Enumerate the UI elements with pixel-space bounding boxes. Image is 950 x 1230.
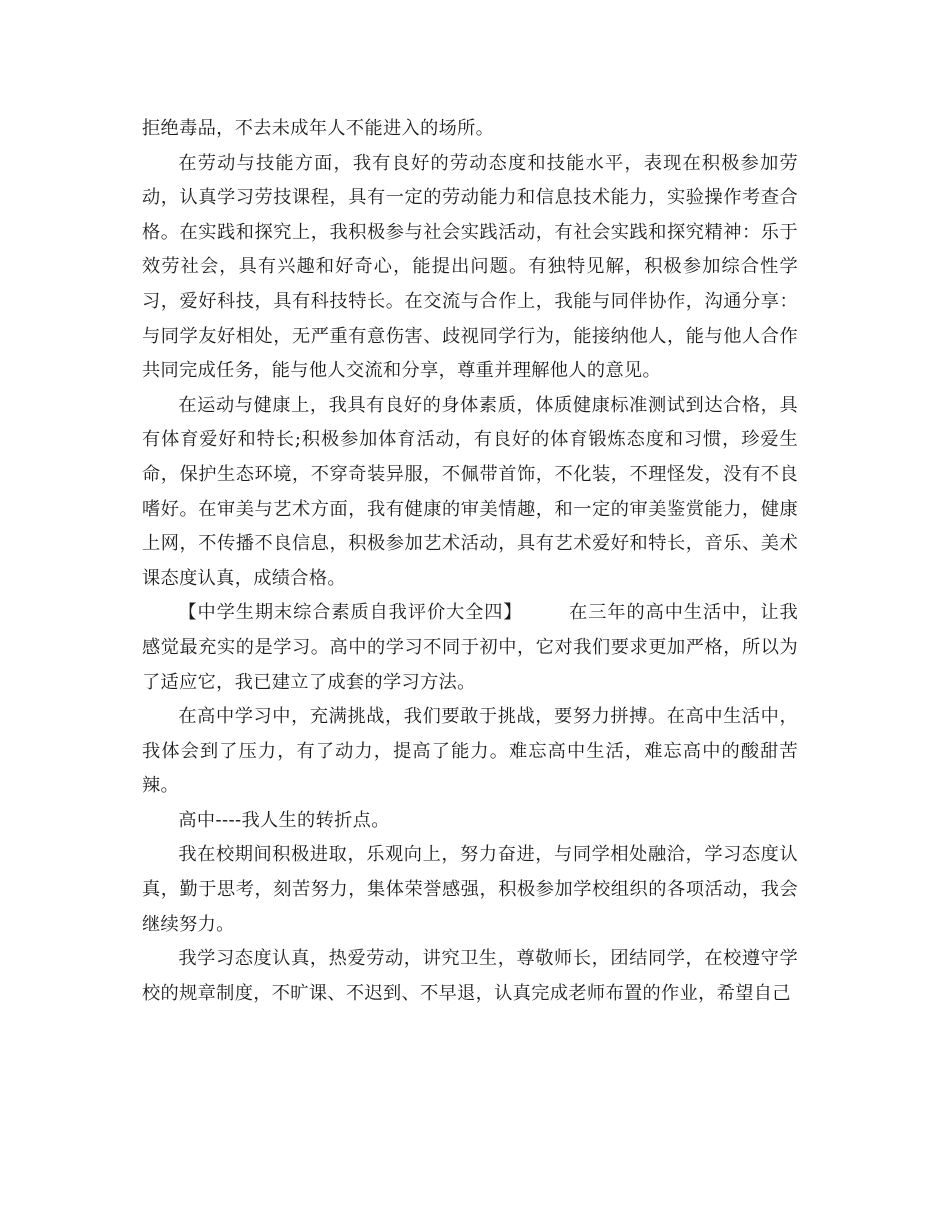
section-paragraph xyxy=(142,596,798,700)
paragraph-2: 在劳动与技能方面，我有良好的劳动态度和技能水平，表现在积极参加劳动，认真学习劳技课程，具有一定的劳动能力和信息技术能力，实验操作考查合格。在实践和探究上，我积极参与社会实践活动，有社会实践和探究精神：乐于效劳社会，具有兴趣和好奇心，能提出问题。有独特见解，积极参加综合性学习，爱好科技，具有科技特长。在交流与合作上，我能与同伴协作，沟通分享：与同学友好相处，无严重有意伤害、歧视同学行为，能接纳他人，能与他人合作共同完成任务，能与他人交流和分享，尊重并理解他人的意见。 xyxy=(142,152,798,382)
paragraph-1: 拒绝毒品，不去未成年人不能进入的场所。 xyxy=(142,118,495,139)
paragraph-6: 高中----我人生的转折点。 xyxy=(178,809,390,831)
section-lead: 在三年的高中生活中，让我感觉最充实的是学习。高中的学习不同于初中，它对我们要求更加严格，所以为了适应它，我已建立了成套的学习方法。 xyxy=(142,602,799,693)
paragraph-7: 我在校期间积极进取，乐观向上，努力奋进，与同学相处融洽，学习态度认真，勤于思考，刻苦努力，集体荣誉感强，积极参加学校组织的各项活动，我会继续努力。 xyxy=(142,844,798,935)
document-body xyxy=(142,112,798,1011)
paragraph-5: 在高中学习中，充满挑战，我们要敢于挑战，要努力拼搏。在高中生活中，我体会到了压力，有了动力，提高了能力。难忘高中生活，难忘高中的酸甜苦辣。 xyxy=(142,706,798,797)
paragraph-8: 我学习态度认真，热爱劳动，讲究卫生，尊敬师长，团结同学，在校遵守学校的规章制度，不旷课、不迟到、不早退，认真完成老师布置的作业，希望自己 xyxy=(142,948,798,1004)
section-heading: 【中学生期末综合素质自我评价大全四】 xyxy=(178,602,523,624)
paragraph-3: 在运动与健康上，我具有良好的身体素质，体质健康标准测试到达合格，具有体育爱好和特长;积极参加体育活动，有良好的体育锻炼态度和习惯，珍爱生命，保护生态环境，不穿奇装异服，不佩带首饰，不化装，不理怪发，没有不良嗜好。在审美与艺术方面，我有健康的审美情趣，和一定的审美鉴赏能力，健康上网，不传播不良信息，积极参加艺术活动，具有艺术爱好和特长，音乐、美术课态度认真，成绩合格。 xyxy=(142,394,798,589)
